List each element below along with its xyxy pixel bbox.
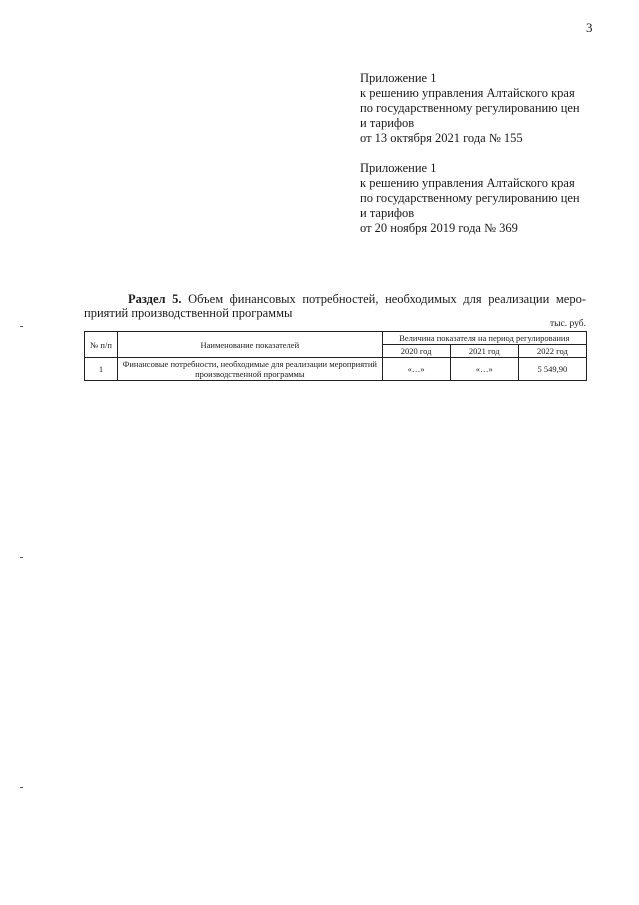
unit-label: тыс. руб. [550,319,586,329]
section-title [84,292,586,320]
header-year: 2021 год [450,345,518,358]
annex-line: Приложение 1 [360,161,437,175]
annex-line: к решению управления Алтайского края [360,86,575,100]
row-value: 5 549,90 [518,358,586,381]
margin-mark [20,787,23,788]
annex-line: от 20 ноября 2019 года № 369 [360,221,518,235]
annex-line: Приложение 1 [360,71,437,85]
header-value-group: Величина показателя на период регулирования [382,332,586,345]
annex-line: по государственному регулированию цен [360,191,580,205]
row-value: «…» [450,358,518,381]
row-name: Финансовые потребности, необходимые для реализации мероприятий производственной программы [118,358,383,381]
table-header-row [85,332,587,345]
annex-previous [360,161,600,236]
annex-line: и тарифов [360,116,415,130]
page-number: 3 [586,20,593,35]
annex-line: к решению управления Алтайского края [360,176,575,190]
header-name: Наименование показателей [118,332,383,358]
section-title-text: Объем финансовых потребностей, необходимых для реализации меро- [181,292,586,306]
section-title-line1 [84,292,586,306]
section-label: Раздел 5. [128,292,182,306]
margin-mark [20,326,23,327]
header-year: 2022 год [518,345,586,358]
annex-line: и тарифов [360,206,415,220]
header-year: 2020 год [382,345,450,358]
table-row [85,358,587,381]
margin-mark [20,557,23,558]
row-value: «…» [382,358,450,381]
header-number: № п/п [85,332,118,358]
annex-line: от 13 октября 2021 года № 155 [360,131,523,145]
annex-line: по государственному регулированию цен [360,101,580,115]
financial-needs-table [84,331,587,381]
row-number: 1 [85,358,118,381]
annex-current [360,71,600,146]
section-title-line2: приятий производственной программы [84,306,293,320]
